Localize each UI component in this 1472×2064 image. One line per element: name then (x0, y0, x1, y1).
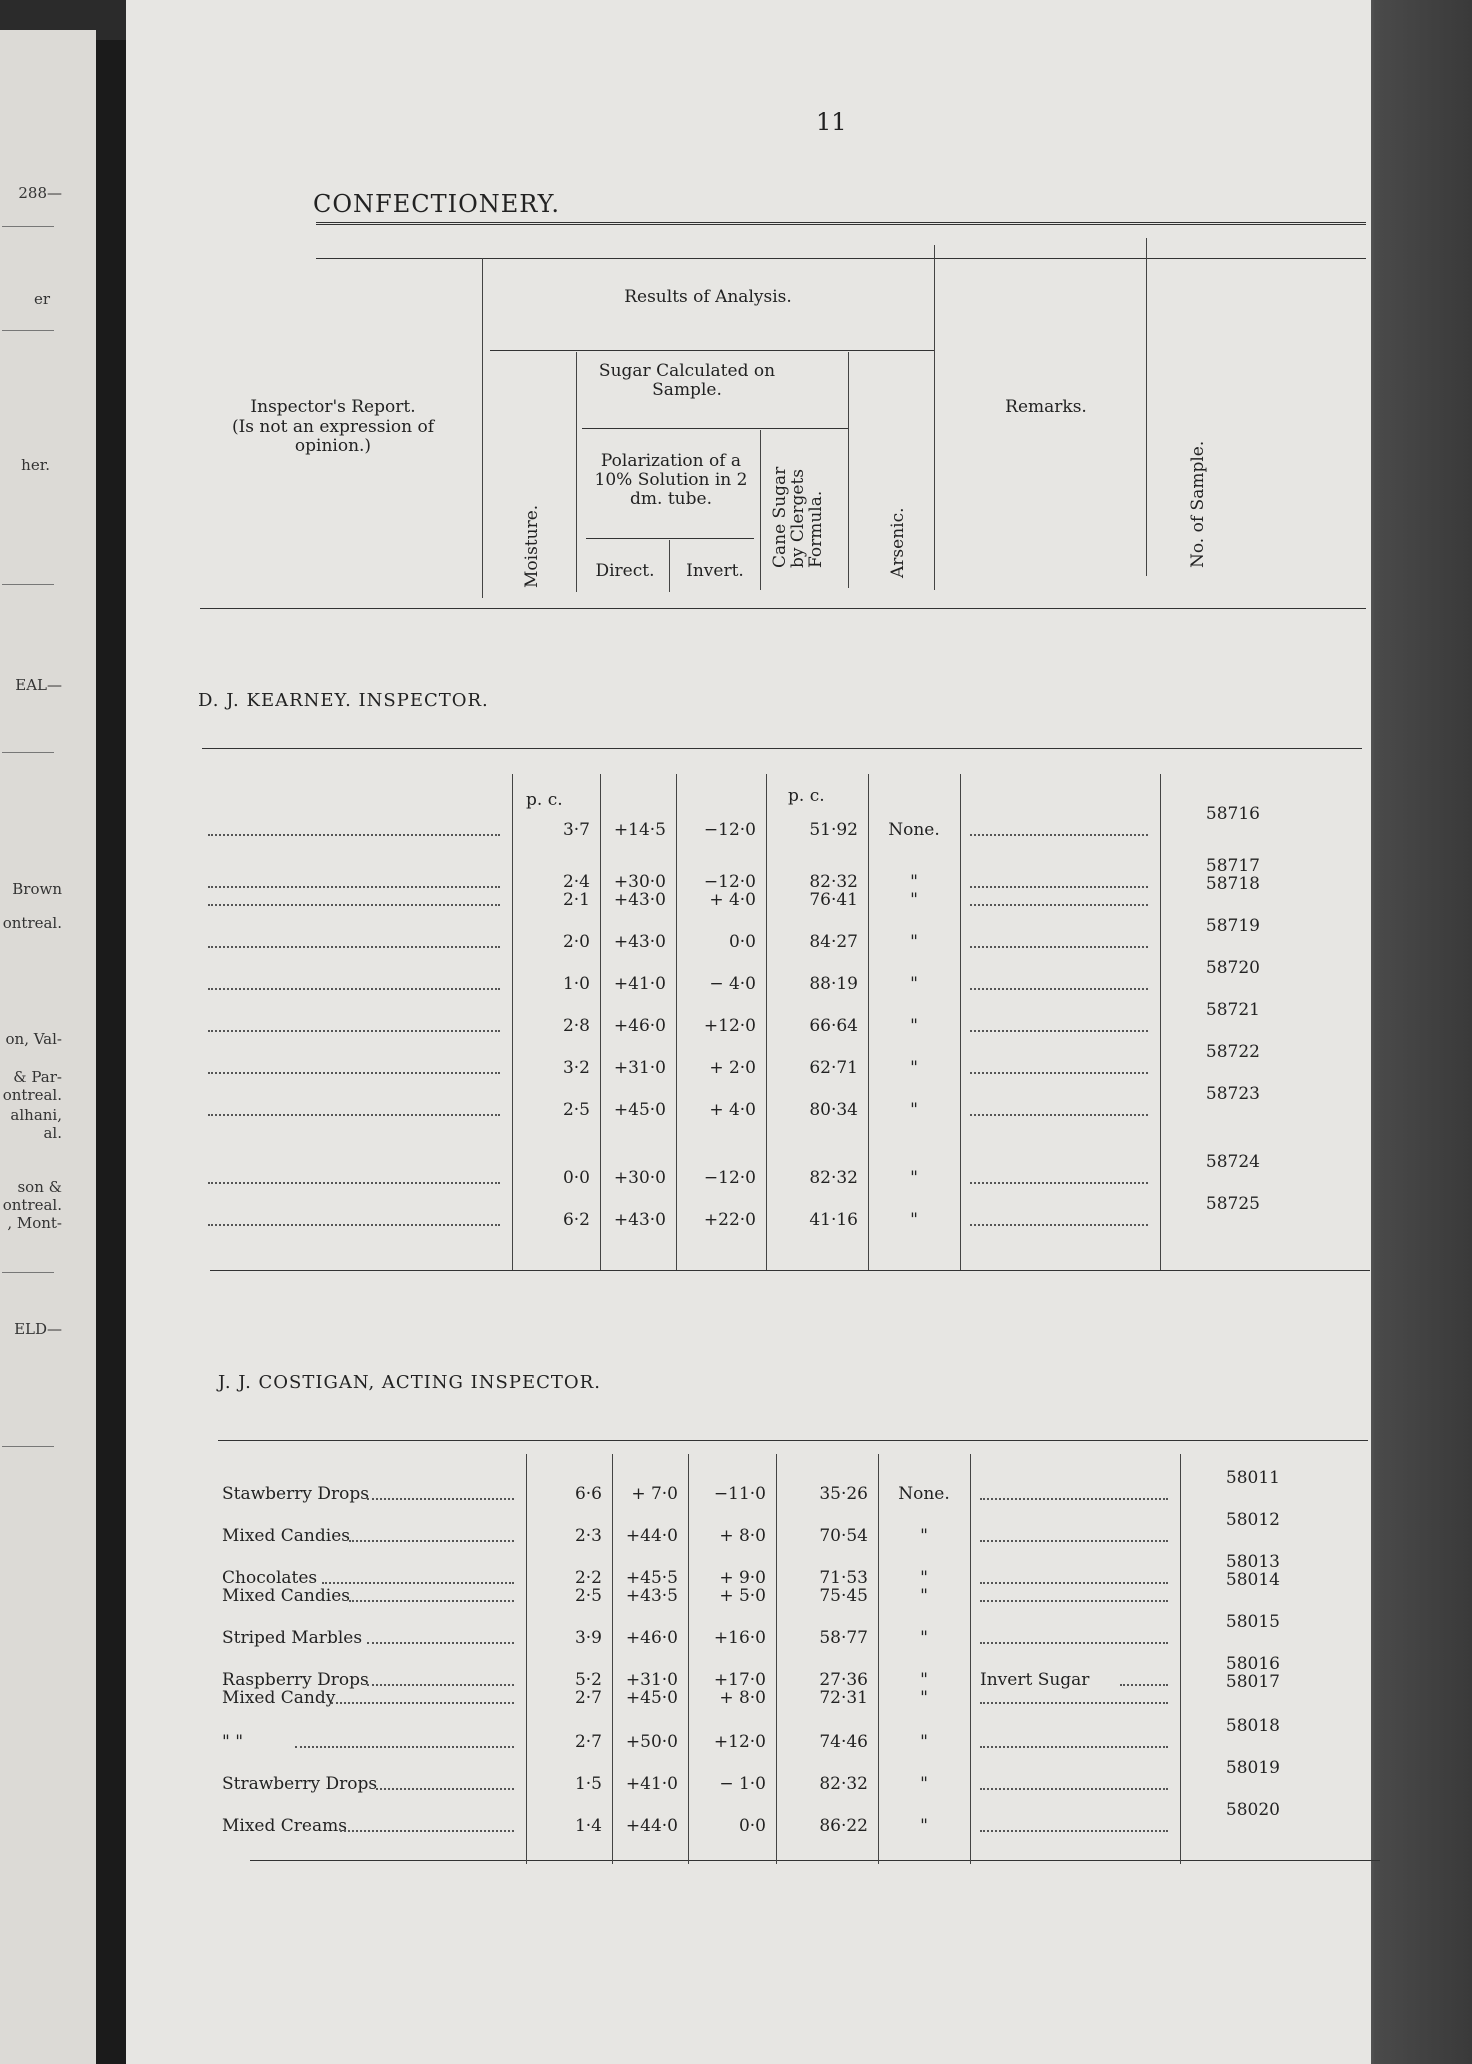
moisture-value: 1·5 (574, 1774, 602, 1794)
direct-value: +41·0 (625, 1774, 678, 1794)
invert-value: +22·0 (703, 1210, 756, 1230)
leader-dots (208, 1224, 500, 1226)
moisture-value: 2·5 (574, 1586, 602, 1606)
title-rule (316, 222, 1366, 225)
item-name: Chocolates (222, 1568, 318, 1588)
arsenic-value: " (910, 890, 918, 910)
inspector-heading: D. J. KEARNEY. INSPECTOR. (198, 690, 489, 711)
moisture-value: 2·7 (574, 1732, 602, 1752)
section-title: CONFECTIONERY. (313, 190, 560, 218)
header-col-divider (669, 540, 670, 592)
section-rule (210, 1270, 1370, 1271)
section-rule (202, 748, 1362, 749)
invert-value: + 2·0 (709, 1058, 756, 1078)
moisture-heading: Moisture. (522, 504, 542, 588)
invert-value: +17·0 (713, 1670, 766, 1690)
invert-value: + 4·0 (709, 890, 756, 910)
sample-number: 58016 (1225, 1654, 1280, 1674)
arsenic-value: " (910, 1210, 918, 1230)
arsenic-value: " (910, 1168, 918, 1188)
left-page-text: on, Val- (5, 1030, 62, 1048)
cane-sugar-value: 66·64 (809, 1016, 858, 1036)
leader-dots (208, 988, 500, 990)
left-page-text: alhani, (10, 1106, 62, 1124)
cane-sugar-value: 80·34 (809, 1100, 858, 1120)
left-page-rule (2, 1272, 54, 1273)
invert-value: +12·0 (713, 1732, 766, 1752)
remarks-value: Invert Sugar (980, 1670, 1090, 1690)
left-page-rule (2, 752, 54, 753)
left-page-text: EAL— (15, 676, 62, 694)
leader-dots (970, 988, 1148, 990)
direct-value: +43·0 (613, 1210, 666, 1230)
cane-sugar-value: 51·92 (809, 820, 858, 840)
leader-dots (970, 1114, 1148, 1116)
leader-dots (349, 1540, 514, 1542)
header-col-divider (848, 352, 849, 588)
arsenic-value: " (910, 872, 918, 892)
direct-value: +46·0 (613, 1016, 666, 1036)
cane-sugar-value: 71·53 (819, 1568, 868, 1588)
sample-number: 58723 (1205, 1084, 1260, 1104)
invert-value: + 4·0 (709, 1100, 756, 1120)
invert-value: +12·0 (703, 1016, 756, 1036)
sample-number: 58020 (1225, 1800, 1280, 1820)
invert-value: −12·0 (703, 1168, 756, 1188)
direct-heading: Direct. (595, 561, 655, 581)
left-page-text: her. (21, 456, 50, 474)
left-page-text: ontreal. (2, 1086, 62, 1104)
results-of-analysis-heading: Results of Analysis. (624, 287, 792, 307)
moisture-value: 2·5 (562, 1100, 590, 1120)
unit-label: p. c. (526, 790, 563, 810)
cane-sugar-heading-3: Formula. (806, 490, 826, 568)
arsenic-value: " (910, 1058, 918, 1078)
left-page-rule (2, 584, 54, 585)
leader-dots (980, 1582, 1168, 1584)
item-name: Mixed Candy (222, 1688, 336, 1708)
moisture-value: 5·2 (574, 1670, 602, 1690)
column-divider (526, 1454, 527, 1864)
left-page-text: & Par- (13, 1068, 62, 1086)
direct-value: +31·0 (625, 1670, 678, 1690)
invert-value: −12·0 (703, 872, 756, 892)
invert-value: −12·0 (703, 820, 756, 840)
left-page-text: ELD— (14, 1320, 62, 1338)
column-divider (960, 774, 961, 1270)
cane-sugar-value: 86·22 (819, 1816, 868, 1836)
invert-value: 0·0 (738, 1816, 766, 1836)
moisture-value: 3·2 (562, 1058, 590, 1078)
cane-sugar-value: 74·46 (819, 1732, 868, 1752)
arsenic-value: " (920, 1526, 928, 1546)
leader-dots (970, 1224, 1148, 1226)
inspector-heading: J. J. COSTIGAN, ACTING INSPECTOR. (218, 1372, 601, 1393)
cane-sugar-value: 82·32 (809, 1168, 858, 1188)
leader-dots (367, 1642, 514, 1644)
polarization-heading: Polarization of a 10% Solution in 2 dm. tube. (594, 451, 748, 509)
arsenic-value: None. (898, 1484, 950, 1504)
invert-value: −11·0 (713, 1484, 766, 1504)
sample-number: 58011 (1225, 1468, 1280, 1488)
sample-number: 58017 (1225, 1672, 1280, 1692)
sample-number: 58015 (1225, 1612, 1280, 1632)
direct-value: +31·0 (613, 1058, 666, 1078)
leader-dots (970, 904, 1148, 906)
left-page-rule (2, 1446, 54, 1447)
left-page-text: 288— (18, 184, 62, 202)
leader-dots (980, 1788, 1168, 1790)
direct-value: +44·0 (625, 1526, 678, 1546)
moisture-value: 2·0 (562, 932, 590, 952)
moisture-value: 2·4 (562, 872, 590, 892)
item-name: Raspberry Drops (222, 1670, 369, 1690)
invert-value: + 8·0 (719, 1526, 766, 1546)
direct-value: +50·0 (625, 1732, 678, 1752)
cane-sugar-value: 62·71 (809, 1058, 858, 1078)
leader-dots (208, 1182, 500, 1184)
left-page-text: ontreal. (2, 1196, 62, 1214)
leader-dots (208, 1114, 500, 1116)
cane-sugar-value: 27·36 (819, 1670, 868, 1690)
item-name: Mixed Candies (222, 1526, 350, 1546)
left-page-text: al. (43, 1124, 62, 1142)
unit-label: p. c. (788, 786, 825, 806)
arsenic-value: " (920, 1816, 928, 1836)
sample-number: 58718 (1205, 874, 1260, 894)
cane-sugar-value: 84·27 (809, 932, 858, 952)
left-page-rule (2, 330, 54, 331)
left-page-text: son & (17, 1178, 62, 1196)
arsenic-heading: Arsenic. (888, 507, 908, 578)
item-name: Strawberry Drops (222, 1774, 378, 1794)
sample-number: 58012 (1225, 1510, 1280, 1530)
cane-sugar-value: 82·32 (819, 1774, 868, 1794)
sample-number: 58014 (1225, 1570, 1280, 1590)
leader-dots (367, 1684, 514, 1686)
sugar-rule (582, 428, 848, 429)
cane-sugar-value: 58·77 (819, 1628, 868, 1648)
leader-dots (980, 1702, 1168, 1704)
leader-dots (970, 834, 1148, 836)
moisture-value: 1·0 (562, 974, 590, 994)
leader-dots (208, 1072, 500, 1074)
sample-number: 58720 (1205, 958, 1260, 978)
cane-sugar-heading-1: Cane Sugar (770, 466, 790, 568)
sample-number: 58018 (1225, 1716, 1280, 1736)
direct-value: +44·0 (625, 1816, 678, 1836)
invert-value: + 8·0 (719, 1688, 766, 1708)
moisture-value: 2·1 (562, 890, 590, 910)
leader-dots (980, 1642, 1168, 1644)
leader-dots (295, 1746, 514, 1748)
direct-value: +45·0 (613, 1100, 666, 1120)
document-page (126, 0, 1371, 2064)
item-name: " " (222, 1732, 244, 1752)
moisture-value: 1·4 (574, 1816, 602, 1836)
leader-dots (980, 1746, 1168, 1748)
leader-dots (980, 1830, 1168, 1832)
leader-dots (367, 1498, 514, 1500)
column-divider (688, 1454, 689, 1864)
leader-dots (980, 1600, 1168, 1602)
polarization-rule (586, 538, 754, 539)
cane-sugar-heading-2: by Clergets (788, 468, 808, 568)
direct-value: +41·0 (613, 974, 666, 994)
sample-number: 58721 (1205, 1000, 1260, 1020)
arsenic-value: " (910, 932, 918, 952)
cane-sugar-value: 76·41 (809, 890, 858, 910)
remarks-heading: Remarks. (1005, 397, 1087, 417)
direct-value: +43·0 (613, 890, 666, 910)
results-rule (490, 350, 934, 351)
leader-dots (322, 1582, 514, 1584)
section-rule (250, 1860, 1380, 1861)
moisture-value: 6·6 (574, 1484, 602, 1504)
invert-value: +16·0 (713, 1628, 766, 1648)
moisture-value: 3·7 (562, 820, 590, 840)
direct-value: +30·0 (613, 872, 666, 892)
section-rule (218, 1440, 1368, 1441)
direct-value: +46·0 (625, 1628, 678, 1648)
leader-dots (980, 1540, 1168, 1542)
leader-dots (970, 886, 1148, 888)
arsenic-value: " (920, 1774, 928, 1794)
cane-sugar-value: 70·54 (819, 1526, 868, 1546)
direct-value: +45·5 (625, 1568, 678, 1588)
invert-value: + 9·0 (719, 1568, 766, 1588)
sample-number: 58719 (1205, 916, 1260, 936)
sample-number: 58019 (1225, 1758, 1280, 1778)
invert-value: + 5·0 (719, 1586, 766, 1606)
left-page-text: , Mont- (7, 1214, 62, 1232)
sample-number: 58013 (1225, 1552, 1280, 1572)
arsenic-value: " (910, 1016, 918, 1036)
book-gutter (96, 40, 126, 2064)
arsenic-value: " (920, 1586, 928, 1606)
leader-dots (376, 1788, 514, 1790)
arsenic-value: " (910, 1100, 918, 1120)
leader-dots (980, 1498, 1168, 1500)
moisture-value: 0·0 (562, 1168, 590, 1188)
item-name: Striped Marbles (222, 1628, 363, 1648)
moisture-value: 2·2 (574, 1568, 602, 1588)
left-page-text: Brown (12, 880, 62, 898)
page-number: 11 (816, 108, 847, 136)
leader-dots (970, 1072, 1148, 1074)
header-col-divider (482, 258, 483, 598)
item-name: Mixed Candies (222, 1586, 350, 1606)
column-divider (1180, 1454, 1181, 1864)
leader-dots (208, 946, 500, 948)
moisture-value: 2·3 (574, 1526, 602, 1546)
item-name: Stawberry Drops (222, 1484, 369, 1504)
cane-sugar-value: 88·19 (809, 974, 858, 994)
moisture-value: 6·2 (562, 1210, 590, 1230)
invert-value: 0·0 (728, 932, 756, 952)
item-name: Mixed Creams (222, 1816, 347, 1836)
moisture-value: 2·7 (574, 1688, 602, 1708)
header-col-divider (1146, 238, 1147, 576)
sample-number: 58722 (1205, 1042, 1260, 1062)
column-divider (970, 1454, 971, 1864)
leader-dots (208, 904, 500, 906)
direct-value: +43·0 (613, 932, 666, 952)
no-of-sample-heading: No. of Sample. (1188, 440, 1208, 568)
moisture-value: 3·9 (574, 1628, 602, 1648)
header-col-divider (934, 245, 935, 590)
inspector-report-note: (Is not an expression of opinion.) (231, 417, 435, 456)
direct-value: +30·0 (613, 1168, 666, 1188)
direct-value: +43·5 (625, 1586, 678, 1606)
header-col-divider (760, 430, 761, 590)
arsenic-value: " (910, 974, 918, 994)
cane-sugar-value: 82·32 (809, 872, 858, 892)
moisture-value: 2·8 (562, 1016, 590, 1036)
column-divider (878, 1454, 879, 1864)
direct-value: +14·5 (613, 820, 666, 840)
left-page-text: ontreal. (2, 914, 62, 932)
column-divider (1160, 774, 1161, 1270)
direct-value: +45·0 (625, 1688, 678, 1708)
leader-dots (970, 1030, 1148, 1032)
column-divider (776, 1454, 777, 1864)
left-page-rule (2, 226, 54, 227)
inspector-report-heading: Inspector's Report. (250, 397, 416, 417)
leader-dots (208, 834, 500, 836)
sample-number: 58716 (1205, 804, 1260, 824)
direct-value: + 7·0 (631, 1484, 678, 1504)
arsenic-value: " (920, 1568, 928, 1588)
sample-number: 58725 (1205, 1194, 1260, 1214)
leader-dots (208, 886, 500, 888)
invert-value: − 1·0 (719, 1774, 766, 1794)
cane-sugar-value: 72·31 (819, 1688, 868, 1708)
leader-dots (208, 1030, 500, 1032)
arsenic-value: " (920, 1670, 928, 1690)
leader-dots (970, 946, 1148, 948)
arsenic-value: " (920, 1688, 928, 1708)
arsenic-value: " (920, 1732, 928, 1752)
leader-dots (331, 1702, 514, 1704)
column-divider (612, 1454, 613, 1864)
invert-heading: Invert. (686, 561, 744, 581)
header-col-divider (576, 352, 577, 592)
header-top-rule (316, 258, 1366, 259)
left-page-text: er (33, 290, 50, 308)
arsenic-value: " (920, 1628, 928, 1648)
header-bottom-rule (200, 608, 1366, 609)
cane-sugar-value: 35·26 (819, 1484, 868, 1504)
invert-value: − 4·0 (709, 974, 756, 994)
cane-sugar-value: 75·45 (819, 1586, 868, 1606)
cane-sugar-value: 41·16 (809, 1210, 858, 1230)
sample-number: 58717 (1205, 856, 1260, 876)
sample-number: 58724 (1205, 1152, 1260, 1172)
leader-dots (340, 1830, 514, 1832)
sugar-calculated-heading: Sugar Calculated on Sample. (598, 361, 776, 400)
leader-dots (349, 1600, 514, 1602)
arsenic-value: None. (888, 820, 940, 840)
leader-dots (1120, 1684, 1168, 1686)
leader-dots (970, 1182, 1148, 1184)
left-page-fragment (0, 30, 96, 2064)
